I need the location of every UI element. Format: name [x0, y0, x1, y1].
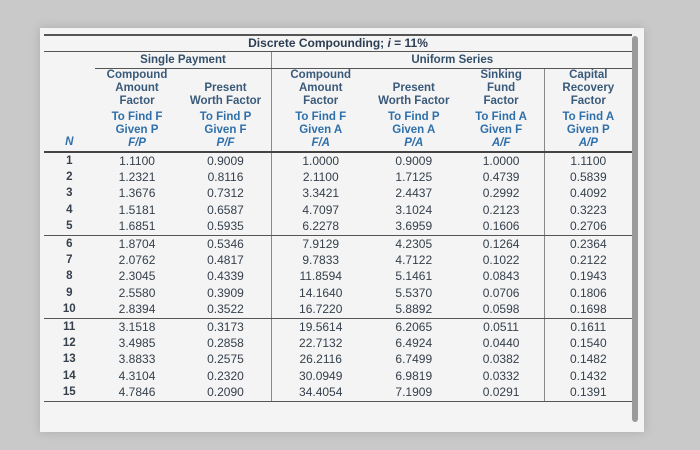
header-pf-line1: Present: [204, 82, 247, 94]
cell-af: 0.0332: [482, 368, 520, 383]
header-fp-find: To Find F: [111, 111, 163, 123]
cell-n: 13: [62, 353, 76, 366]
cell-ap: 0.2122: [544, 252, 632, 268]
cell-pa: 2.4437: [395, 186, 433, 201]
cell-pf: 0.9009: [207, 153, 244, 168]
table-row: [44, 219, 632, 236]
cell-fp: 4.3104: [118, 368, 156, 383]
cell-n: 10: [44, 302, 95, 319]
header-fa-line1: Compound: [290, 69, 352, 81]
group-spacer: [44, 52, 95, 69]
cell-pa: 3.1024: [395, 202, 433, 217]
column-header-row: [44, 69, 632, 153]
cell-af: 0.0291: [459, 384, 545, 401]
cell-ap: 0.4092: [544, 186, 632, 202]
cell-fp: 2.8394: [95, 302, 180, 319]
cell-ap: 0.1943: [544, 269, 632, 285]
cell-n: 11: [63, 320, 76, 333]
cell-ap: 0.1482: [544, 352, 632, 368]
cell-pf: 0.4817: [207, 253, 244, 268]
cell-af: 0.0440: [482, 335, 520, 350]
cell-pf: 0.2320: [207, 368, 244, 383]
header-fp-line2: Amount: [115, 82, 159, 94]
header-pa-line2: Worth Factor: [378, 95, 450, 107]
table-row: [44, 152, 632, 169]
cell-af: 0.0382: [482, 352, 520, 367]
cell-ap: 0.2706: [544, 219, 632, 236]
header-n: N: [44, 69, 95, 153]
table-row: [44, 186, 632, 202]
cell-ap: 0.1698: [544, 302, 632, 319]
header-fp-line3: Factor: [119, 95, 155, 107]
table-row: [44, 169, 632, 185]
cell-pf: 0.2575: [207, 352, 244, 367]
cell-fa: 7.9129: [272, 235, 369, 252]
cell-fp: 1.6851: [95, 219, 180, 236]
header-ap-line3: Factor: [570, 95, 606, 107]
header-pa-find: To Find P: [388, 111, 440, 123]
cell-af: 0.0511: [483, 319, 519, 334]
header-pa: [369, 69, 459, 153]
cell-af: 0.0843: [482, 269, 520, 284]
cell-af: 1.0000: [482, 153, 520, 168]
cell-pf: 0.3909: [207, 285, 244, 300]
cell-fa: 30.0949: [272, 368, 369, 384]
table-row: [44, 202, 632, 218]
table-row: [44, 384, 632, 401]
cell-n: 15: [44, 384, 95, 401]
cell-ap: 0.1806: [544, 285, 632, 301]
cell-pa: 1.7125: [395, 170, 433, 185]
cell-fp: 1.5181: [118, 202, 156, 217]
table-title: [44, 35, 632, 52]
header-ap-given: Given P: [566, 124, 610, 136]
header-af-line1: Sinking: [480, 69, 522, 81]
cell-n: 12: [62, 336, 76, 349]
cell-fp: 2.5580: [118, 285, 156, 300]
header-pf-line2: Worth Factor: [189, 95, 262, 107]
title-variable: i: [387, 36, 391, 50]
table-row: [44, 235, 632, 252]
cell-fp: 1.1100: [119, 153, 155, 168]
cell-af: 0.1606: [459, 219, 545, 236]
cell-pf: 0.3522: [180, 302, 272, 319]
cell-n: 2: [66, 171, 73, 184]
cell-n: 5: [44, 219, 95, 236]
cell-af: 0.0706: [482, 285, 520, 300]
cell-pa: 7.1909: [369, 384, 459, 401]
cell-fa: 2.1100: [272, 169, 369, 185]
header-fa-line2: Amount: [299, 82, 343, 94]
cell-ap: 0.2364: [544, 235, 632, 252]
cell-pf: 0.8116: [207, 170, 244, 185]
header-ap-symbol: A/P: [578, 137, 598, 149]
cell-n: 8: [66, 270, 73, 283]
cell-fa: 22.7132: [272, 335, 369, 351]
cell-n: 9: [66, 286, 73, 299]
cell-ap: 0.1432: [544, 368, 632, 384]
cell-pa: 3.6959: [369, 219, 459, 236]
cell-fa: 9.7833: [272, 252, 369, 268]
cell-n: 6: [66, 237, 73, 250]
header-pf-find: To Find P: [199, 111, 252, 123]
cell-n: 3: [66, 187, 73, 200]
cell-pa: 6.7499: [395, 352, 433, 367]
cell-fp: 3.8833: [118, 352, 156, 367]
cell-fa: 19.5614: [272, 318, 369, 335]
cell-pf: 0.6587: [207, 202, 244, 217]
header-pf-given: Given F: [204, 124, 247, 136]
header-af-line3: Factor: [483, 95, 519, 107]
cell-pa: 0.9009: [395, 153, 433, 168]
cell-pa: 5.1461: [395, 269, 433, 284]
header-ap-find: To Find A: [562, 111, 615, 123]
table-row: [44, 368, 632, 384]
cell-pa: 5.8892: [369, 302, 459, 319]
table-body: [44, 152, 632, 401]
cell-n: 14: [62, 369, 76, 382]
group-single-payment: Single Payment: [95, 52, 272, 69]
table-row: [44, 252, 632, 268]
cell-af: 0.0598: [459, 302, 545, 319]
scrollbar[interactable]: [632, 36, 638, 422]
header-pa-line1: Present: [392, 82, 435, 94]
cell-af: 0.2123: [482, 202, 520, 217]
header-ap-line2: Recovery: [562, 82, 615, 94]
cell-fa: 3.3421: [272, 186, 369, 202]
table-row: [44, 269, 632, 285]
header-af-symbol: A/F: [491, 137, 511, 149]
cell-af: 0.4739: [482, 170, 520, 185]
header-af-find: To Find A: [475, 111, 527, 123]
cell-pf: 0.3173: [207, 319, 244, 334]
cell-pf: 0.5346: [207, 236, 244, 251]
cell-ap: 0.1611: [544, 318, 632, 335]
cell-pa: 4.2305: [395, 236, 433, 251]
header-ap-line1: Capital: [569, 69, 608, 81]
header-pa-given: Given A: [392, 124, 436, 136]
cell-n: 1: [66, 154, 73, 167]
cell-pa: 6.2065: [395, 319, 433, 334]
cell-fp: 3.4985: [118, 335, 156, 350]
header-ap: [544, 69, 632, 153]
cell-fp: 1.8704: [118, 236, 156, 251]
cell-af: 0.2992: [482, 186, 520, 201]
cell-af: 0.1264: [482, 236, 520, 251]
cell-ap: 0.3223: [544, 202, 632, 218]
cell-pa: 6.4924: [395, 335, 433, 350]
header-af-given: Given F: [479, 124, 523, 136]
cell-pf: 0.4339: [207, 269, 244, 284]
cell-ap: 1.1100: [544, 152, 632, 169]
cell-fa: 34.4054: [272, 384, 369, 401]
cell-pf: 0.7312: [207, 186, 244, 201]
table-row: [44, 335, 632, 351]
header-pa-symbol: P/A: [404, 137, 424, 149]
cell-pa: 6.9819: [395, 368, 433, 383]
cell-pf: 0.5935: [180, 219, 272, 236]
cell-fa: 14.1640: [272, 285, 369, 301]
header-fa-given: Given A: [299, 124, 343, 136]
cell-fp: 2.0762: [118, 253, 156, 268]
header-fp-symbol: F/P: [128, 137, 146, 149]
interest-factor-table: [44, 34, 632, 402]
cell-ap: 0.1540: [544, 335, 632, 351]
group-header-row: [44, 52, 632, 69]
cell-fa: 4.7097: [272, 202, 369, 218]
cell-fp: 3.1518: [118, 319, 156, 334]
header-pf-symbol: P/F: [216, 137, 235, 149]
cell-ap: 0.1391: [544, 384, 632, 401]
cell-n: 4: [66, 203, 73, 216]
header-fp-line1: Compound: [106, 69, 168, 81]
table-row: [44, 285, 632, 301]
table-title-row: [44, 35, 632, 52]
cell-fp: 1.2321: [118, 170, 156, 185]
table-row: [44, 318, 632, 335]
cell-fa: 1.0000: [272, 152, 369, 169]
table-row: [44, 302, 632, 319]
cell-pf: 0.2858: [207, 335, 244, 350]
cell-ap: 0.5839: [544, 169, 632, 185]
cell-pa: 4.7122: [395, 253, 433, 268]
cell-pf: 0.2090: [180, 384, 272, 401]
header-fa-line3: Factor: [303, 95, 339, 107]
table-row: [44, 352, 632, 368]
cell-fa: 6.2278: [272, 219, 369, 236]
document-page: [40, 28, 644, 432]
header-fa-find: To Find F: [295, 111, 347, 123]
cell-af: 0.1022: [482, 253, 520, 268]
cell-fp: 4.7846: [95, 384, 180, 401]
cell-fp: 1.3676: [118, 186, 156, 201]
header-fp-given: Given P: [115, 124, 159, 136]
cell-fa: 26.2116: [272, 352, 369, 368]
header-af-line2: Fund: [487, 82, 516, 94]
header-af: [459, 69, 545, 153]
header-fp: [95, 69, 180, 153]
header-fa-symbol: F/A: [311, 137, 330, 149]
title-prefix: Discrete Compounding;: [248, 36, 388, 50]
cell-fa: 16.7220: [272, 302, 369, 319]
title-suffix: = 11%: [390, 36, 428, 50]
header-fa: [272, 69, 369, 153]
cell-pa: 5.5370: [395, 285, 433, 300]
cell-n: 7: [66, 254, 73, 267]
group-uniform-series: Uniform Series: [272, 52, 632, 69]
header-pf: [180, 69, 272, 153]
cell-fp: 2.3045: [118, 269, 156, 284]
cell-fa: 11.8594: [272, 269, 369, 285]
